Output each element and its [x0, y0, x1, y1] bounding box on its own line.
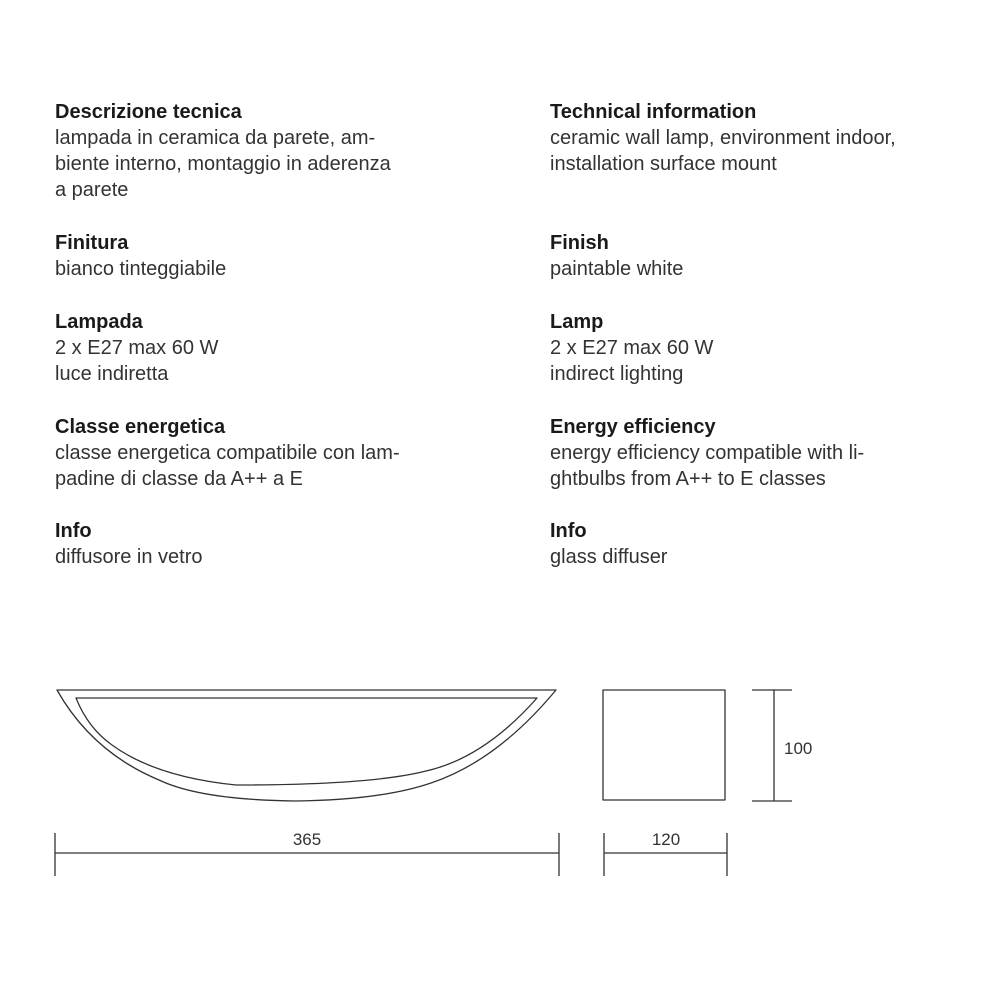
- it-lamp-heading: Lampada: [55, 311, 143, 333]
- side-view-box: [603, 690, 725, 800]
- it-technical-line-2: biente interno, montaggio in aderenza: [55, 153, 391, 175]
- height-label: 100: [784, 739, 813, 758]
- en-finish-heading: Finish: [550, 232, 609, 254]
- it-energy-line-2: padine di classe da A++ a E: [55, 468, 303, 490]
- it-energy-line-1: classe energetica compatibile con lam-: [55, 442, 400, 464]
- it-info-line-1: diffusore in vetro: [55, 546, 203, 568]
- it-lamp-line-2: luce indiretta: [55, 363, 169, 385]
- it-info-heading: Info: [55, 520, 92, 542]
- en-finish-line-1: paintable white: [550, 258, 684, 280]
- en-energy-heading: Energy efficiency: [550, 416, 716, 438]
- en-info-line-1: glass diffuser: [550, 546, 668, 568]
- front-width-label: 365: [292, 830, 322, 849]
- it-energy-heading: Classe energetica: [55, 416, 226, 438]
- it-technical-line-1: lampada in ceramica da parete, am-: [55, 127, 376, 149]
- it-finish-line-1: bianco tinteggiabile: [55, 258, 227, 280]
- en-technical-line-2: installation surface mount: [550, 153, 777, 175]
- it-technical-heading: Descrizione tecnica: [55, 101, 242, 123]
- front-view-inner-edge: [76, 698, 537, 785]
- side-width-label: 120: [651, 830, 681, 849]
- en-lamp-line-1: 2 x E27 max 60 W: [550, 337, 714, 359]
- en-lamp-heading: Lamp: [550, 311, 604, 333]
- en-energy-line-2: ghtbulbs from A++ to E classes: [550, 468, 826, 490]
- en-technical-line-1: ceramic wall lamp, environment indoor,: [550, 127, 896, 149]
- it-finish-heading: Finitura: [55, 232, 129, 254]
- en-info-heading: Info: [550, 520, 587, 542]
- it-technical-line-3: a parete: [55, 179, 129, 201]
- it-lamp-line-1: 2 x E27 max 60 W: [55, 337, 219, 359]
- en-energy-line-1: energy efficiency compatible with li-: [550, 442, 865, 464]
- en-technical-heading: Technical information: [550, 101, 757, 123]
- en-lamp-line-2: indirect lighting: [550, 363, 684, 385]
